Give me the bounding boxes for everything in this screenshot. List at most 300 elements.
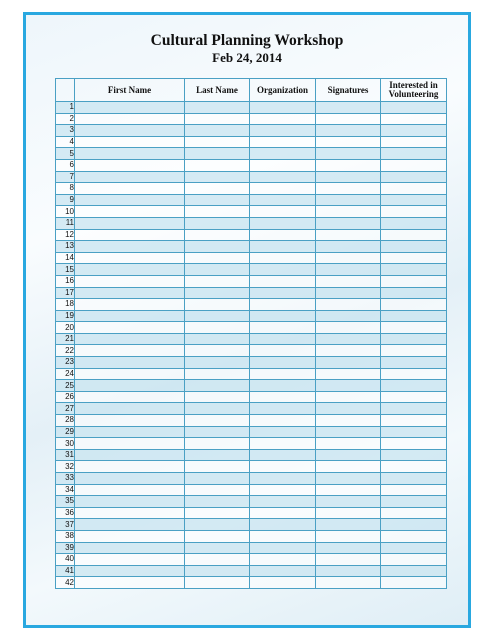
signature-cell[interactable]: [316, 113, 381, 125]
volunteering-cell[interactable]: [381, 217, 447, 229]
row-number: 8: [56, 183, 75, 195]
signature-cell[interactable]: [316, 136, 381, 148]
last-name-cell[interactable]: [185, 113, 250, 125]
row-number: 33: [56, 473, 75, 485]
signature-cell[interactable]: [316, 206, 381, 218]
last-name-cell[interactable]: [185, 125, 250, 137]
row-number: 21: [56, 333, 75, 345]
signature-cell[interactable]: [316, 183, 381, 195]
volunteering-cell[interactable]: [381, 426, 447, 438]
volunteering-cell[interactable]: [381, 449, 447, 461]
first-name-cell[interactable]: [75, 391, 185, 403]
volunteering-cell[interactable]: [381, 159, 447, 171]
row-number: 40: [56, 554, 75, 566]
header-volunteering: Interested in Volunteering: [381, 79, 447, 102]
signature-cell[interactable]: [316, 403, 381, 415]
first-name-cell[interactable]: [75, 136, 185, 148]
row-number: 13: [56, 241, 75, 253]
volunteering-cell[interactable]: [381, 542, 447, 554]
volunteering-cell[interactable]: [381, 113, 447, 125]
table-row: [56, 206, 447, 218]
signature-cell[interactable]: [316, 252, 381, 264]
row-number: 36: [56, 507, 75, 519]
last-name-cell[interactable]: [185, 565, 250, 577]
signature-cell[interactable]: [316, 391, 381, 403]
organization-cell[interactable]: [250, 542, 316, 554]
organization-cell[interactable]: [250, 113, 316, 125]
table-row: [56, 264, 447, 276]
first-name-cell[interactable]: [75, 217, 185, 229]
signature-cell[interactable]: [316, 299, 381, 311]
volunteering-cell[interactable]: [381, 565, 447, 577]
organization-cell[interactable]: [250, 577, 316, 589]
volunteering-cell[interactable]: [381, 252, 447, 264]
row-number: 37: [56, 519, 75, 531]
first-name-cell[interactable]: [75, 380, 185, 392]
volunteering-cell[interactable]: [381, 206, 447, 218]
signature-cell[interactable]: [316, 148, 381, 160]
last-name-cell[interactable]: [185, 461, 250, 473]
table-row: [56, 403, 447, 415]
organization-cell[interactable]: [250, 565, 316, 577]
last-name-cell[interactable]: [185, 183, 250, 195]
last-name-cell[interactable]: [185, 530, 250, 542]
table-row: [56, 461, 447, 473]
signature-cell[interactable]: [316, 554, 381, 566]
table-row: [56, 322, 447, 334]
last-name-cell[interactable]: [185, 415, 250, 427]
organization-cell[interactable]: [250, 484, 316, 496]
row-number: 16: [56, 275, 75, 287]
row-number: 7: [56, 171, 75, 183]
volunteering-cell[interactable]: [381, 125, 447, 137]
last-name-cell[interactable]: [185, 380, 250, 392]
row-number: 2: [56, 113, 75, 125]
last-name-cell[interactable]: [185, 438, 250, 450]
organization-cell[interactable]: [250, 183, 316, 195]
organization-cell[interactable]: [250, 322, 316, 334]
volunteering-cell[interactable]: [381, 507, 447, 519]
organization-cell[interactable]: [250, 530, 316, 542]
last-name-cell[interactable]: [185, 275, 250, 287]
volunteering-cell[interactable]: [381, 322, 447, 334]
signature-cell[interactable]: [316, 380, 381, 392]
organization-cell[interactable]: [250, 368, 316, 380]
table-row: [56, 507, 447, 519]
organization-cell[interactable]: [250, 102, 316, 114]
first-name-cell[interactable]: [75, 565, 185, 577]
table-row: [56, 554, 447, 566]
volunteering-cell[interactable]: [381, 229, 447, 241]
organization-cell[interactable]: [250, 345, 316, 357]
table-row: [56, 519, 447, 531]
signature-cell[interactable]: [316, 229, 381, 241]
last-name-cell[interactable]: [185, 206, 250, 218]
volunteering-cell[interactable]: [381, 102, 447, 114]
row-number: 31: [56, 449, 75, 461]
volunteering-cell[interactable]: [381, 171, 447, 183]
organization-cell[interactable]: [250, 136, 316, 148]
volunteering-cell[interactable]: [381, 403, 447, 415]
table-row: [56, 275, 447, 287]
row-number: 10: [56, 206, 75, 218]
last-name-cell[interactable]: [185, 426, 250, 438]
header-signatures: Signatures: [316, 79, 381, 102]
table-row: [56, 194, 447, 206]
table-row: [56, 171, 447, 183]
row-number: 38: [56, 530, 75, 542]
signature-cell[interactable]: [316, 287, 381, 299]
volunteering-cell[interactable]: [381, 345, 447, 357]
row-number: 4: [56, 136, 75, 148]
row-number: 30: [56, 438, 75, 450]
volunteering-cell[interactable]: [381, 554, 447, 566]
volunteering-cell[interactable]: [381, 310, 447, 322]
table-row: [56, 449, 447, 461]
row-number: 35: [56, 496, 75, 508]
signature-cell[interactable]: [316, 530, 381, 542]
signature-cell[interactable]: [316, 345, 381, 357]
row-number: 24: [56, 368, 75, 380]
table-row: [56, 229, 447, 241]
last-name-cell[interactable]: [185, 554, 250, 566]
last-name-cell[interactable]: [185, 102, 250, 114]
first-name-cell[interactable]: [75, 519, 185, 531]
organization-cell[interactable]: [250, 171, 316, 183]
last-name-cell[interactable]: [185, 507, 250, 519]
table-header-row: [56, 79, 447, 102]
last-name-cell[interactable]: [185, 287, 250, 299]
signature-cell[interactable]: [316, 217, 381, 229]
organization-cell[interactable]: [250, 403, 316, 415]
row-number: 34: [56, 484, 75, 496]
table-row: [56, 542, 447, 554]
organization-cell[interactable]: [250, 264, 316, 276]
table-row: [56, 473, 447, 485]
organization-cell[interactable]: [250, 125, 316, 137]
organization-cell[interactable]: [250, 241, 316, 253]
table-row: [56, 333, 447, 345]
row-number: 20: [56, 322, 75, 334]
organization-cell[interactable]: [250, 461, 316, 473]
volunteering-cell[interactable]: [381, 368, 447, 380]
volunteering-cell[interactable]: [381, 473, 447, 485]
row-number: 5: [56, 148, 75, 160]
last-name-cell[interactable]: [185, 333, 250, 345]
last-name-cell[interactable]: [185, 148, 250, 160]
organization-cell[interactable]: [250, 391, 316, 403]
first-name-cell[interactable]: [75, 507, 185, 519]
last-name-cell[interactable]: [185, 368, 250, 380]
table-row: [56, 125, 447, 137]
organization-cell[interactable]: [250, 229, 316, 241]
signature-cell[interactable]: [316, 426, 381, 438]
last-name-cell[interactable]: [185, 357, 250, 369]
table-row: [56, 565, 447, 577]
first-name-cell[interactable]: [75, 310, 185, 322]
first-name-cell[interactable]: [75, 159, 185, 171]
signature-cell[interactable]: [316, 333, 381, 345]
volunteering-cell[interactable]: [381, 183, 447, 195]
signature-cell[interactable]: [316, 519, 381, 531]
signature-cell[interactable]: [316, 438, 381, 450]
first-name-cell[interactable]: [75, 125, 185, 137]
signup-table-body: [56, 102, 447, 589]
signature-cell[interactable]: [316, 171, 381, 183]
row-number: 28: [56, 415, 75, 427]
first-name-cell[interactable]: [75, 299, 185, 311]
first-name-cell[interactable]: [75, 241, 185, 253]
row-number: 19: [56, 310, 75, 322]
row-number: 1: [56, 102, 75, 114]
volunteering-cell[interactable]: [381, 496, 447, 508]
organization-cell[interactable]: [250, 519, 316, 531]
organization-cell[interactable]: [250, 438, 316, 450]
last-name-cell[interactable]: [185, 322, 250, 334]
volunteering-cell[interactable]: [381, 415, 447, 427]
organization-cell[interactable]: [250, 333, 316, 345]
first-name-cell[interactable]: [75, 194, 185, 206]
table-row: [56, 415, 447, 427]
last-name-cell[interactable]: [185, 136, 250, 148]
organization-cell[interactable]: [250, 554, 316, 566]
organization-cell[interactable]: [250, 426, 316, 438]
first-name-cell[interactable]: [75, 438, 185, 450]
header-last-name: Last Name: [185, 79, 250, 102]
signature-cell[interactable]: [316, 357, 381, 369]
last-name-cell[interactable]: [185, 577, 250, 589]
last-name-cell[interactable]: [185, 241, 250, 253]
document-title: Cultural Planning Workshop: [150, 32, 344, 49]
signature-cell[interactable]: [316, 194, 381, 206]
signature-cell[interactable]: [316, 264, 381, 276]
signature-cell[interactable]: [316, 449, 381, 461]
organization-cell[interactable]: [250, 275, 316, 287]
table-row: [56, 159, 447, 171]
last-name-cell[interactable]: [185, 229, 250, 241]
volunteering-cell[interactable]: [381, 357, 447, 369]
last-name-cell[interactable]: [185, 391, 250, 403]
organization-cell[interactable]: [250, 252, 316, 264]
table-row: [56, 102, 447, 114]
first-name-cell[interactable]: [75, 113, 185, 125]
row-number: 25: [56, 380, 75, 392]
last-name-cell[interactable]: [185, 299, 250, 311]
first-name-cell[interactable]: [75, 206, 185, 218]
first-name-cell[interactable]: [75, 554, 185, 566]
organization-cell[interactable]: [250, 148, 316, 160]
table-row: [56, 217, 447, 229]
signature-cell[interactable]: [316, 102, 381, 114]
first-name-cell[interactable]: [75, 368, 185, 380]
first-name-cell[interactable]: [75, 415, 185, 427]
organization-cell[interactable]: [250, 206, 316, 218]
volunteering-cell[interactable]: [381, 577, 447, 589]
first-name-cell[interactable]: [75, 333, 185, 345]
organization-cell[interactable]: [250, 299, 316, 311]
row-number: 12: [56, 229, 75, 241]
volunteering-cell[interactable]: [381, 484, 447, 496]
table-row: [56, 136, 447, 148]
first-name-cell[interactable]: [75, 229, 185, 241]
last-name-cell[interactable]: [185, 194, 250, 206]
signature-cell[interactable]: [316, 473, 381, 485]
first-name-cell[interactable]: [75, 357, 185, 369]
last-name-cell[interactable]: [185, 519, 250, 531]
table-row: [56, 368, 447, 380]
last-name-cell[interactable]: [185, 473, 250, 485]
last-name-cell[interactable]: [185, 217, 250, 229]
organization-cell[interactable]: [250, 415, 316, 427]
signature-cell[interactable]: [316, 484, 381, 496]
first-name-cell[interactable]: [75, 252, 185, 264]
volunteering-cell[interactable]: [381, 391, 447, 403]
organization-cell[interactable]: [250, 380, 316, 392]
row-number: 26: [56, 391, 75, 403]
signature-cell[interactable]: [316, 542, 381, 554]
signature-cell[interactable]: [316, 275, 381, 287]
row-number: 9: [56, 194, 75, 206]
first-name-cell[interactable]: [75, 461, 185, 473]
last-name-cell[interactable]: [185, 484, 250, 496]
table-row: [56, 577, 447, 589]
first-name-cell[interactable]: [75, 287, 185, 299]
signature-cell[interactable]: [316, 241, 381, 253]
first-name-cell[interactable]: [75, 473, 185, 485]
row-number: 3: [56, 125, 75, 137]
first-name-cell[interactable]: [75, 322, 185, 334]
volunteering-cell[interactable]: [381, 287, 447, 299]
last-name-cell[interactable]: [185, 252, 250, 264]
row-number: 32: [56, 461, 75, 473]
row-number: 15: [56, 264, 75, 276]
organization-cell[interactable]: [250, 357, 316, 369]
signup-table: [55, 78, 447, 589]
row-number: 29: [56, 426, 75, 438]
row-number: 14: [56, 252, 75, 264]
first-name-cell[interactable]: [75, 403, 185, 415]
row-number: 11: [56, 217, 75, 229]
table-row: [56, 496, 447, 508]
signature-cell[interactable]: [316, 565, 381, 577]
signature-cell[interactable]: [316, 461, 381, 473]
signature-cell[interactable]: [316, 310, 381, 322]
signature-cell[interactable]: [316, 322, 381, 334]
header-number: [56, 79, 75, 102]
volunteering-cell[interactable]: [381, 438, 447, 450]
first-name-cell[interactable]: [75, 577, 185, 589]
signature-cell[interactable]: [316, 368, 381, 380]
volunteering-cell[interactable]: [381, 264, 447, 276]
table-row: [56, 310, 447, 322]
last-name-cell[interactable]: [185, 449, 250, 461]
organization-cell[interactable]: [250, 496, 316, 508]
table-row: [56, 299, 447, 311]
table-row: [56, 113, 447, 125]
first-name-cell[interactable]: [75, 496, 185, 508]
row-number: 23: [56, 357, 75, 369]
first-name-cell[interactable]: [75, 345, 185, 357]
organization-cell[interactable]: [250, 217, 316, 229]
row-number: 18: [56, 299, 75, 311]
first-name-cell[interactable]: [75, 426, 185, 438]
first-name-cell[interactable]: [75, 102, 185, 114]
header-first-name: First Name: [75, 79, 185, 102]
table-row: [56, 484, 447, 496]
last-name-cell[interactable]: [185, 159, 250, 171]
first-name-cell[interactable]: [75, 148, 185, 160]
organization-cell[interactable]: [250, 507, 316, 519]
first-name-cell[interactable]: [75, 484, 185, 496]
first-name-cell[interactable]: [75, 171, 185, 183]
row-number: 6: [56, 159, 75, 171]
last-name-cell[interactable]: [185, 542, 250, 554]
organization-cell[interactable]: [250, 473, 316, 485]
table-row: [56, 380, 447, 392]
table-row: [56, 252, 447, 264]
table-row: [56, 391, 447, 403]
volunteering-cell[interactable]: [381, 461, 447, 473]
row-number: 42: [56, 577, 75, 589]
last-name-cell[interactable]: [185, 310, 250, 322]
volunteering-cell[interactable]: [381, 299, 447, 311]
organization-cell[interactable]: [250, 194, 316, 206]
signature-cell[interactable]: [316, 577, 381, 589]
volunteering-cell[interactable]: [381, 241, 447, 253]
table-row: [56, 345, 447, 357]
table-row: [56, 183, 447, 195]
table-row: [56, 530, 447, 542]
volunteering-cell[interactable]: [381, 136, 447, 148]
first-name-cell[interactable]: [75, 275, 185, 287]
organization-cell[interactable]: [250, 310, 316, 322]
volunteering-cell[interactable]: [381, 275, 447, 287]
volunteering-cell[interactable]: [381, 333, 447, 345]
header-organization: Organization: [250, 79, 316, 102]
first-name-cell[interactable]: [75, 542, 185, 554]
last-name-cell[interactable]: [185, 403, 250, 415]
signature-cell[interactable]: [316, 125, 381, 137]
volunteering-cell[interactable]: [381, 194, 447, 206]
last-name-cell[interactable]: [185, 496, 250, 508]
signature-cell[interactable]: [316, 507, 381, 519]
volunteering-cell[interactable]: [381, 519, 447, 531]
page-frame: [23, 12, 471, 628]
row-number: 22: [56, 345, 75, 357]
signature-cell[interactable]: [316, 496, 381, 508]
table-row: [56, 357, 447, 369]
volunteering-cell[interactable]: [381, 380, 447, 392]
organization-cell[interactable]: [250, 449, 316, 461]
organization-cell[interactable]: [250, 159, 316, 171]
signature-cell[interactable]: [316, 415, 381, 427]
volunteering-cell[interactable]: [381, 530, 447, 542]
row-number: 39: [56, 542, 75, 554]
last-name-cell[interactable]: [185, 171, 250, 183]
last-name-cell[interactable]: [185, 345, 250, 357]
first-name-cell[interactable]: [75, 264, 185, 276]
signature-cell[interactable]: [316, 159, 381, 171]
row-number: 41: [56, 565, 75, 577]
table-row: [56, 241, 447, 253]
first-name-cell[interactable]: [75, 183, 185, 195]
last-name-cell[interactable]: [185, 264, 250, 276]
organization-cell[interactable]: [250, 287, 316, 299]
document-date: Feb 24, 2014: [212, 50, 282, 65]
first-name-cell[interactable]: [75, 449, 185, 461]
first-name-cell[interactable]: [75, 530, 185, 542]
volunteering-cell[interactable]: [381, 148, 447, 160]
